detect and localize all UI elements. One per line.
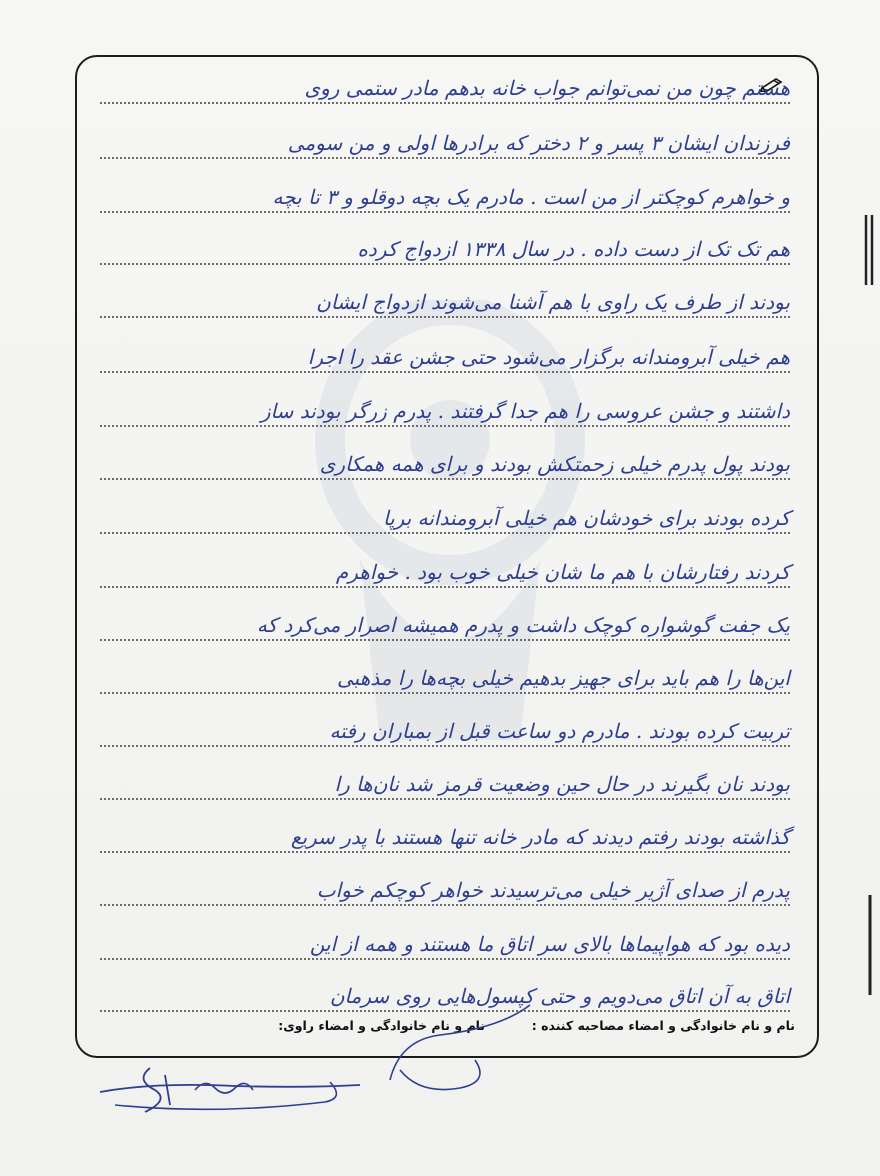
margin-mark-bottom (864, 895, 878, 995)
line-text: هستم چون من نمی‌توانم جواب خانه بدهم مادر ستمی روی (304, 76, 790, 100)
line-text: فرزندان ایشان ۳ پسر و ۲ دختر که برادرها اولی و من سومی (287, 131, 790, 155)
interviewer-signature-label: نام و نام خانوادگی و امضاء مصاحبه کننده : (531, 1018, 795, 1033)
line-text: تربیت کرده بودند . مادرم دو ساعت قبل از بمباران رفته (329, 719, 790, 743)
line-text: گذاشته بودند رفتم دیدند که مادر خانه تنها هستند با پدر سریع (290, 825, 790, 849)
text-line (100, 215, 790, 265)
text-line (100, 910, 790, 960)
text-line (100, 538, 790, 588)
line-text: هم تک تک از دست داده . در سال ۱۳۳۸ ازدواج کرده (357, 237, 790, 261)
interviewer-signature (380, 1000, 540, 1100)
text-line (100, 803, 790, 853)
text-line (100, 856, 790, 906)
text-line (100, 377, 790, 427)
line-text: هم خیلی آبرومندانه برگزار می‌شود حتی جشن عقد را اجرا (307, 345, 790, 369)
line-text: پدرم از صدای آژیر خیلی می‌ترسیدند خواهر کوچکم خواب (316, 878, 790, 902)
line-text: کردند رفتارشان با هم ما شان خیلی خوب بود . خواهرم (335, 560, 790, 584)
text-line (100, 591, 790, 641)
narrator-signature-label: نام و نام خانوادگی و امضاء راوی: (278, 1018, 485, 1033)
line-text: داشتند و جشن عروسی را هم جدا گرفتند . پدرم زرگر بودند ساز (260, 399, 790, 423)
text-line (100, 750, 790, 800)
line-text: اتاق به آن اتاق می‌دویم و حتی کپسول‌هایی روی سرمان (329, 984, 790, 1008)
line-text: کرده بودند برای خودشان هم خیلی آبرومندانه برپا (383, 506, 790, 530)
text-line (100, 430, 790, 480)
line-text: و خواهرم کوچکتر از من است . مادرم یک بچه دوقلو و ۳ تا بچه (272, 185, 790, 209)
text-line (100, 644, 790, 694)
text-line (100, 484, 790, 534)
line-text: بودند از طرف یک راوی با هم آشنا می‌شوند ازدواج ایشان (316, 290, 790, 314)
line-text: دیده بود که هواپیماها بالای سر اتاق ما هستند و همه از این (309, 932, 790, 956)
line-text: بودند پول پدرم خیلی زحمتکش بودند و برای همه همکاری (319, 452, 790, 476)
text-line (100, 163, 790, 213)
text-line (100, 109, 790, 159)
narrator-signature (95, 1060, 375, 1120)
line-text: یک جفت گوشواره کوچک داشت و پدرم همیشه اصرار می‌کرد که (256, 613, 790, 637)
text-line (100, 697, 790, 747)
text-line (100, 54, 790, 104)
text-line (100, 268, 790, 318)
line-text: این‌ها را هم باید برای جهیز بدهیم خیلی بچه‌ها را مذهبی (337, 666, 790, 690)
line-text: بودند نان بگیرند در حال حین وضعیت قرمز شد نان‌ها را (334, 772, 790, 796)
text-line (100, 323, 790, 373)
margin-mark-top (862, 215, 876, 285)
